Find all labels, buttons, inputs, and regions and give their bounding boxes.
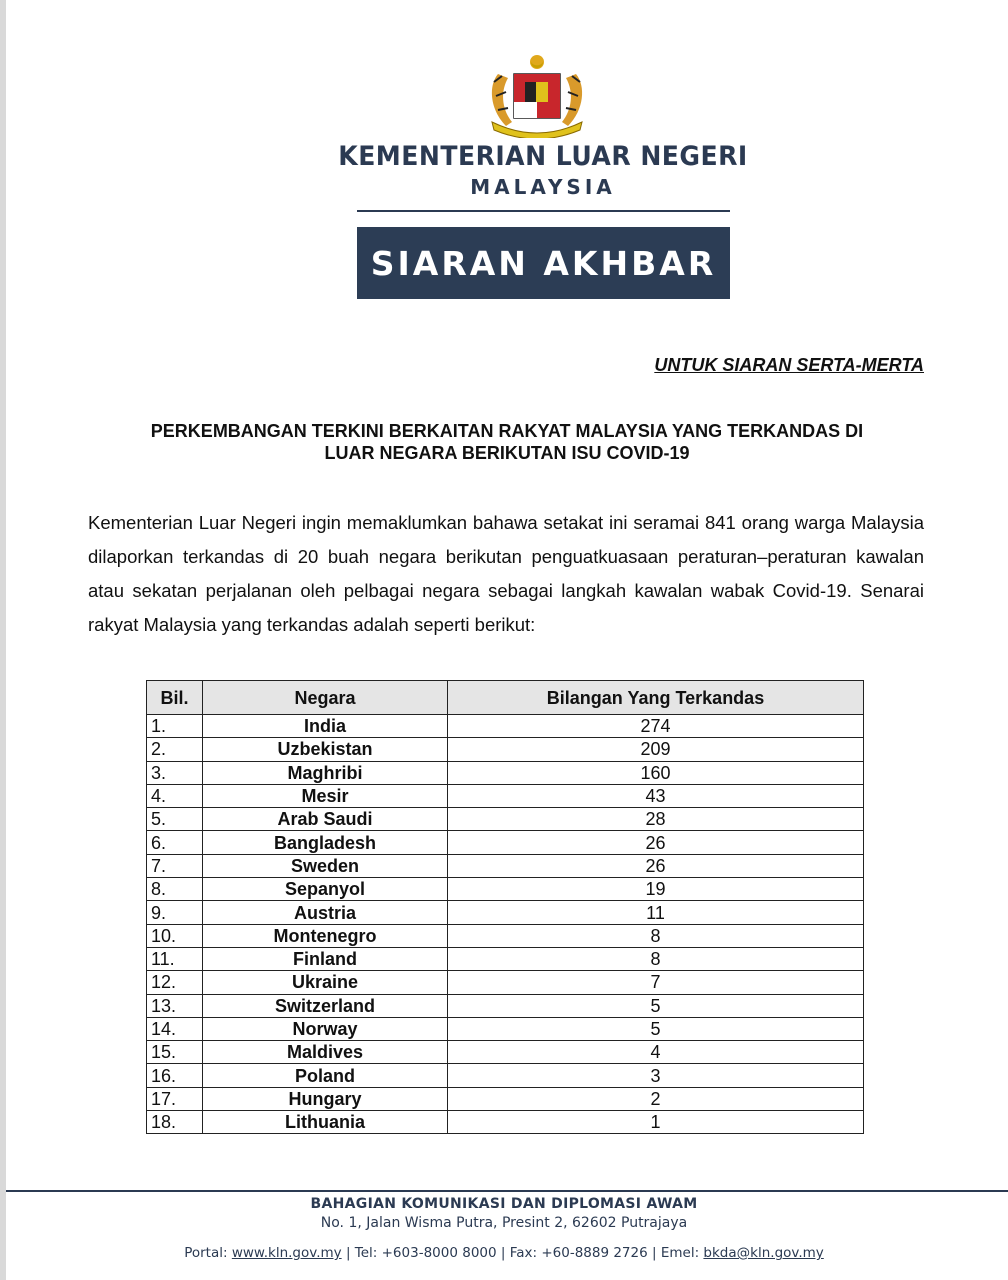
row-count: 19 bbox=[448, 878, 864, 901]
row-number: 16. bbox=[147, 1064, 203, 1087]
row-country: Hungary bbox=[203, 1087, 448, 1110]
table-row bbox=[147, 971, 864, 994]
row-count: 28 bbox=[448, 808, 864, 831]
row-number: 1. bbox=[147, 715, 203, 738]
portal-link[interactable]: www.kln.gov.my bbox=[231, 1245, 342, 1261]
row-country: Finland bbox=[203, 947, 448, 970]
footer-divider bbox=[6, 1190, 1008, 1192]
row-count: 26 bbox=[448, 854, 864, 877]
row-count: 5 bbox=[448, 1017, 864, 1040]
row-count: 3 bbox=[448, 1064, 864, 1087]
row-country: Ukraine bbox=[203, 971, 448, 994]
row-country: Montenegro bbox=[203, 924, 448, 947]
row-count: 43 bbox=[448, 784, 864, 807]
row-country: Uzbekistan bbox=[203, 738, 448, 761]
row-country: India bbox=[203, 715, 448, 738]
row-country: Sepanyol bbox=[203, 878, 448, 901]
row-count: 4 bbox=[448, 1041, 864, 1064]
header-divider bbox=[357, 210, 730, 212]
row-country: Austria bbox=[203, 901, 448, 924]
row-country: Sweden bbox=[203, 854, 448, 877]
table-row bbox=[147, 1087, 864, 1110]
ministry-name: KEMENTERIAN LUAR NEGERI bbox=[338, 141, 748, 172]
row-count: 209 bbox=[448, 738, 864, 761]
row-number: 13. bbox=[147, 994, 203, 1017]
table-row bbox=[147, 901, 864, 924]
row-number: 18. bbox=[147, 1111, 203, 1134]
row-count: 7 bbox=[448, 971, 864, 994]
table-row bbox=[147, 947, 864, 970]
table-row bbox=[147, 854, 864, 877]
table-row bbox=[147, 1041, 864, 1064]
row-number: 7. bbox=[147, 854, 203, 877]
table-row bbox=[147, 808, 864, 831]
row-number: 3. bbox=[147, 761, 203, 784]
table-row bbox=[147, 994, 864, 1017]
row-count: 11 bbox=[448, 901, 864, 924]
row-count: 1 bbox=[448, 1111, 864, 1134]
table-row bbox=[147, 831, 864, 854]
row-country: Mesir bbox=[203, 784, 448, 807]
contact-numbers: | Tel: +603-8000 8000 | Fax: +60-8889 2726 | Emel: bbox=[345, 1245, 700, 1261]
row-number: 2. bbox=[147, 738, 203, 761]
footer-department: BAHAGIAN KOMUNIKASI DAN DIPLOMASI AWAM bbox=[310, 1196, 698, 1212]
row-country: Maghribi bbox=[203, 761, 448, 784]
header-count: Bilangan Yang Terkandas bbox=[448, 681, 864, 715]
title-line-2: LUAR NEGARA BERIKUTAN ISU COVID-19 bbox=[324, 443, 690, 463]
row-count: 2 bbox=[448, 1087, 864, 1110]
table-row bbox=[147, 1017, 864, 1040]
row-number: 12. bbox=[147, 971, 203, 994]
portal-label: Portal: bbox=[184, 1245, 228, 1261]
table-row bbox=[147, 1111, 864, 1134]
press-release-banner: SIARAN AKHBAR bbox=[357, 227, 730, 299]
row-number: 4. bbox=[147, 784, 203, 807]
row-country: Bangladesh bbox=[203, 831, 448, 854]
row-number: 14. bbox=[147, 1017, 203, 1040]
table-row bbox=[147, 761, 864, 784]
row-number: 6. bbox=[147, 831, 203, 854]
header-no: Bil. bbox=[147, 681, 203, 715]
table-row bbox=[147, 715, 864, 738]
table-row bbox=[147, 878, 864, 901]
row-number: 9. bbox=[147, 901, 203, 924]
row-count: 26 bbox=[448, 831, 864, 854]
title-line-1: PERKEMBANGAN TERKINI BERKAITAN RAKYAT MALAYSIA YANG TERKANDAS DI bbox=[150, 421, 864, 441]
row-number: 5. bbox=[147, 808, 203, 831]
table-row bbox=[147, 1064, 864, 1087]
row-country: Switzerland bbox=[203, 994, 448, 1017]
row-country: Poland bbox=[203, 1064, 448, 1087]
footer-address: No. 1, Jalan Wisma Putra, Presint 2, 62602 Putrajaya bbox=[320, 1215, 688, 1231]
page-title bbox=[90, 420, 924, 464]
table-row bbox=[147, 784, 864, 807]
email-link[interactable]: bkda@kln.gov.my bbox=[703, 1245, 824, 1261]
row-number: 10. bbox=[147, 924, 203, 947]
coat-of-arms-emblem bbox=[484, 52, 590, 138]
header-country: Negara bbox=[203, 681, 448, 715]
body-paragraph: Kementerian Luar Negeri ingin memaklumkan bahawa setakat ini seramai 841 orang warga Malaysia dilaporkan terkandas di 20 buah negara berikutan penguatkuasaan peraturan–peraturan kawalan atau sekatan perjalanan oleh pelbagai negara sebagai langkah kawalan wabak Covid-19. Senarai rakyat Malaysia yang terkandas adalah seperti berikut: bbox=[88, 512, 924, 635]
page-edge bbox=[0, 0, 6, 1280]
row-country: Lithuania bbox=[203, 1111, 448, 1134]
row-number: 8. bbox=[147, 878, 203, 901]
row-count: 5 bbox=[448, 994, 864, 1017]
footer-contact bbox=[0, 1245, 1008, 1261]
row-count: 160 bbox=[448, 761, 864, 784]
table-row bbox=[147, 924, 864, 947]
row-country: Maldives bbox=[203, 1041, 448, 1064]
row-country: Arab Saudi bbox=[203, 808, 448, 831]
row-count: 274 bbox=[448, 715, 864, 738]
release-note: UNTUK SIARAN SERTA-MERTA bbox=[654, 355, 924, 375]
row-number: 17. bbox=[147, 1087, 203, 1110]
row-number: 15. bbox=[147, 1041, 203, 1064]
table-row bbox=[147, 738, 864, 761]
ministry-country: MALAYSIA bbox=[470, 175, 616, 199]
row-country: Norway bbox=[203, 1017, 448, 1040]
table-body bbox=[147, 715, 864, 1134]
table-header-row bbox=[147, 681, 864, 715]
row-count: 8 bbox=[448, 924, 864, 947]
row-count: 8 bbox=[448, 947, 864, 970]
row-number: 11. bbox=[147, 947, 203, 970]
stranded-citizens-table bbox=[146, 680, 864, 1134]
